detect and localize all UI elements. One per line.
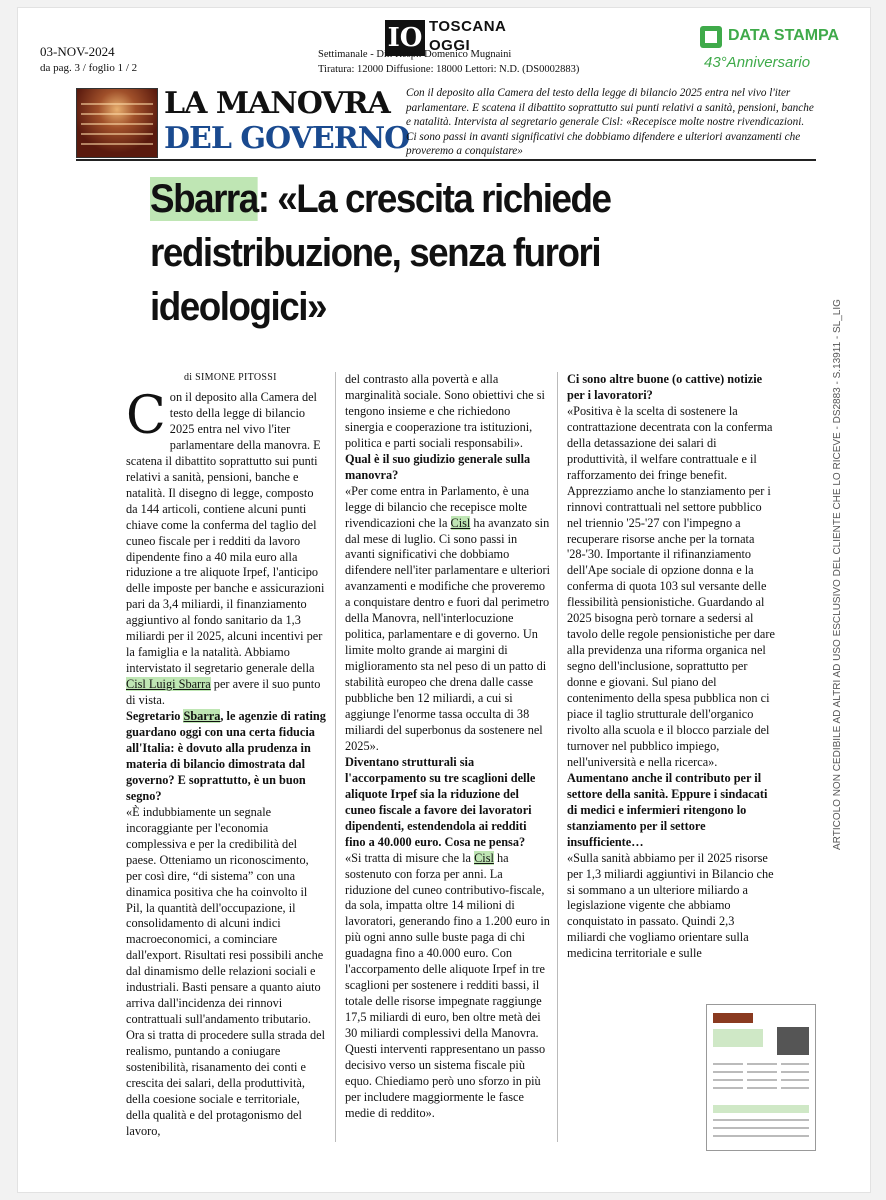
logo-mark-icon: IO [385,20,425,56]
brand-anniversary: 43°Anniversario [704,54,811,71]
question-3: Diventano strutturali sia l'accorpamento su tre scaglioni delle aliquote Irpef sia la riduzione del cuneo fiscale a favore dei lavoratori dipendenti, estendendola ai redditi fino a 40.000 euro. Cosa ne pensa? [345,754,536,849]
section-title-line2: DEL GOVERNO [164,121,410,156]
article-column-2 [345,372,550,1122]
question-1: Segretario Sbarra, le agenzie di rating guardano oggi con una certa fiducia all'Italia: è dovuto alla prudenza in materia di bilancio dimostrata dal governo? E soprattutto, è un buon segno? [126,709,326,803]
headline [150,172,739,334]
lead-paragraph: Con il deposito alla Camera del testo della legge di bilancio 2025 entra nel vivo l'iter parlamentare della manovra. E scatena il dibattito soprattutto sui punti relativi a sanità, pensioni, banche e natalità. Il disegno di legge, composto da 144 articoli, contiene alcuni punti chiave come la conferma del taglio del cuneo fiscale per i redditi da lavoro dipendente fino a 40 mila euro alla riduzione a tre aliquote Irpef, l'anticipo delle imposte per banche e assicurazioni pari da 3,4 miliardi, il finanziamento aggiuntivo al fondo sanitario da 1,3 miliardi per il 2025, alcuni incentivi per la famiglia e la natalità. Abbiamo intervistato il segretario generale della Cisl Luigi Sbarra per avere il suo punto di vista. [126,386,325,708]
section-title-line1: LA MANOVRA [164,86,390,121]
cisl-highlight: Cisl [474,850,494,865]
side-disclaimer: ARTICOLO NON CEDIBILE AD ALTRI AD USO ESCLUSIVO DEL CLIENTE CHE LO RICEVE - DS2883 - S.13911 - SL_LIG [832,299,843,850]
drop-cap: C [126,386,166,446]
parliament-photo [76,88,158,158]
headline-name: Sbarra [150,177,258,221]
cisl-highlight: Cisl [450,515,471,530]
answer-4: «Positiva è la scelta di sostenere la contrattazione decentrata con la conferma della detassazione dei salari di produttività, il welfare contrattuale e il rafforzamento dei fringe benefit. Apprezziamo anche lo stanziamento per i rinnovi contrattuali nel settore pubblico nel triennio '25-'27 con l'impegno a recuperare risorse anche per la tornata '28-'30. Importante il rifinanziamento dell'Ape sociale di opzione donna e la conferma di quota 103 sul versante delle flessibilità pensionistiche. Guardando al 2025 bisogna però tornare a sedersi al tavolo delle regole pensionistiche per dare alla previdenza una riforma organica nel segno dell'inclusione, soprattutto per donne e giovani. Sul piano del contenimento della spesa pubblica non ci piace il taglio strutturale dell'organico rivolto alla scuola e il blocco parziale del turnover nel pubblico impiego, nell'università e nella ricerca». [567,403,775,769]
headline-text: : «La crescita richiede redistribuzione, senza furori ideologici» [150,177,611,329]
cisl-highlight: Cisl Luigi Sbarra [126,677,211,692]
data-stampa-icon [700,26,722,48]
question-4: Ci sono altre buone (o cattive) notizie per i lavoratori? [567,372,763,402]
logo-line2: OGGI [429,37,471,54]
page-info: da pag. 3 / foglio 1 / 2 [40,62,138,74]
question-2: Qual è il suo giudizio generale sulla manovra? [345,451,531,482]
article-column-3 [567,372,775,962]
clipping-date: 03-NOV-2024 [40,44,115,59]
banner-divider [76,159,816,161]
publication-meta: Settimanale - Dir. Resp.: Domenico Mugnaini [318,49,512,60]
answer-5: «Sulla sanità abbiamo per il 2025 risorse per 1,3 miliardi aggiuntivi in Bilancio che si sommano a un ulteriore miliardo a legislazione vigente che abbiamo conquistato in passato. Quindi 2,3 miliardi che vogliamo orientare sulla medicina territoriale e sulle [567,850,774,961]
brand-name: DATA STAMPA [728,27,840,44]
page-thumbnail [706,1004,816,1151]
question-5: Aumentano anche il contributo per il settore della sanità. Eppure i sindacati di medici e infermieri ritengono lo stanziamento per il settore insufficiente… [567,770,768,849]
article-intro: Con il deposito alla Camera del testo della legge di bilancio 2025 entra nel vivo l'iter parlamentare. E scatena il dibattito soprattutto sui punti relativi a sanità, pensioni, banche e natalità. Intervista al segretario generale Cisl: «Recepisce molte nostre rivendicazioni. Ci sono passi in avanti significativi che dobbiamo difendere e ulteriori avanzamenti che proveremo a conquistare» [406,87,814,158]
logo-line1: TOSCANA [429,18,507,35]
sbarra-highlight: Sbarra [183,709,221,724]
answer-1-cont: del contrasto alla povertà e alla marginalità sociale. Sono obiettivi che si tengono insieme e che richiedono sinergia e cooperazione tra istituzioni, politica e parti sociali responsabili». [345,372,545,450]
answer-2: «Per come entra in Parlamento, è una legge di bilancio che recepisce molte rivendicazioni che la Cisl ha avanzato sin dal mese di luglio. Ci sono passi in avanti significativi che dobbiamo difendere nell'iter parlamentare e ulteriori avanzamenti e modifiche che proveremo a conquistare dentro e fuori dal perimetro della Manovra, nell'interlocuzione politica, parlamentare e di governo. Un limite molto grande ai margini di miglioramento sta nel peso di un patto di stabilità europeo che drena dalle casse pubbliche ben 12 miliardi, a cui si aggiunge l'enorme tassa occulta di 38 miliardi del superbonus da sostenere nel 2025». [345,483,551,753]
circulation-meta: Tiratura: 12000 Diffusione: 18000 Lettori: N.D. (DS0002883) [318,64,580,75]
answer-1: «È indubbiamente un segnale incoraggiante per l'economia complessiva e per la credibilità del paese. Otteniamo un riconoscimento, per così dire, “di sistema” con una dinamica positiva che ha coinvolto il Pil, la quantità dell'occupazione, il consolidamento di alcuni indici macroeconomici, a cominciare dall'export. Risultati resi possibili anche dal dinamismo delle relazioni sociali e industriali. Basti pensare a quanto aiuto arriva dall'incidenza dei rinnovi contrattuali sull'andamento tributario. Ora si tratta di procedere sulla strada del realismo, puntando a coniugare sostenibilità, risanamento dei conti e crescita dei salari, della produttività, della coesione sociale e territoriale, della qualità e del protagonismo del lavoro, [126,804,326,1138]
byline: di SIMONE PITOSSI [184,372,277,383]
column-divider [335,372,336,1142]
column-divider [557,372,558,1142]
article-column-1 [126,386,326,1140]
answer-3: «Si tratta di misure che la Cisl ha sostenuto con forza per anni. La riduzione del cuneo contributivo-fiscale, da sola, impatta oltre 14 milioni di lavoratori, generando fino a 1.200 euro in più ogni anno sulle buste paga di chi guadagna fino a 40.000 euro. Con l'accorpamento delle aliquote Irpef in tre scaglioni per sostenere i redditi bassi, il totale delle risorse impegnate raggiunge 17,5 miliardi di euro, ben oltre metà dei 30 miliardi complessivi della Manovra. Questi interventi rappresentano un passo decisivo verso un sistema fiscale più equo. Chiediamo però uno sforzo in più per includere maggiormente le fasce medie di reddito». [345,850,550,1120]
